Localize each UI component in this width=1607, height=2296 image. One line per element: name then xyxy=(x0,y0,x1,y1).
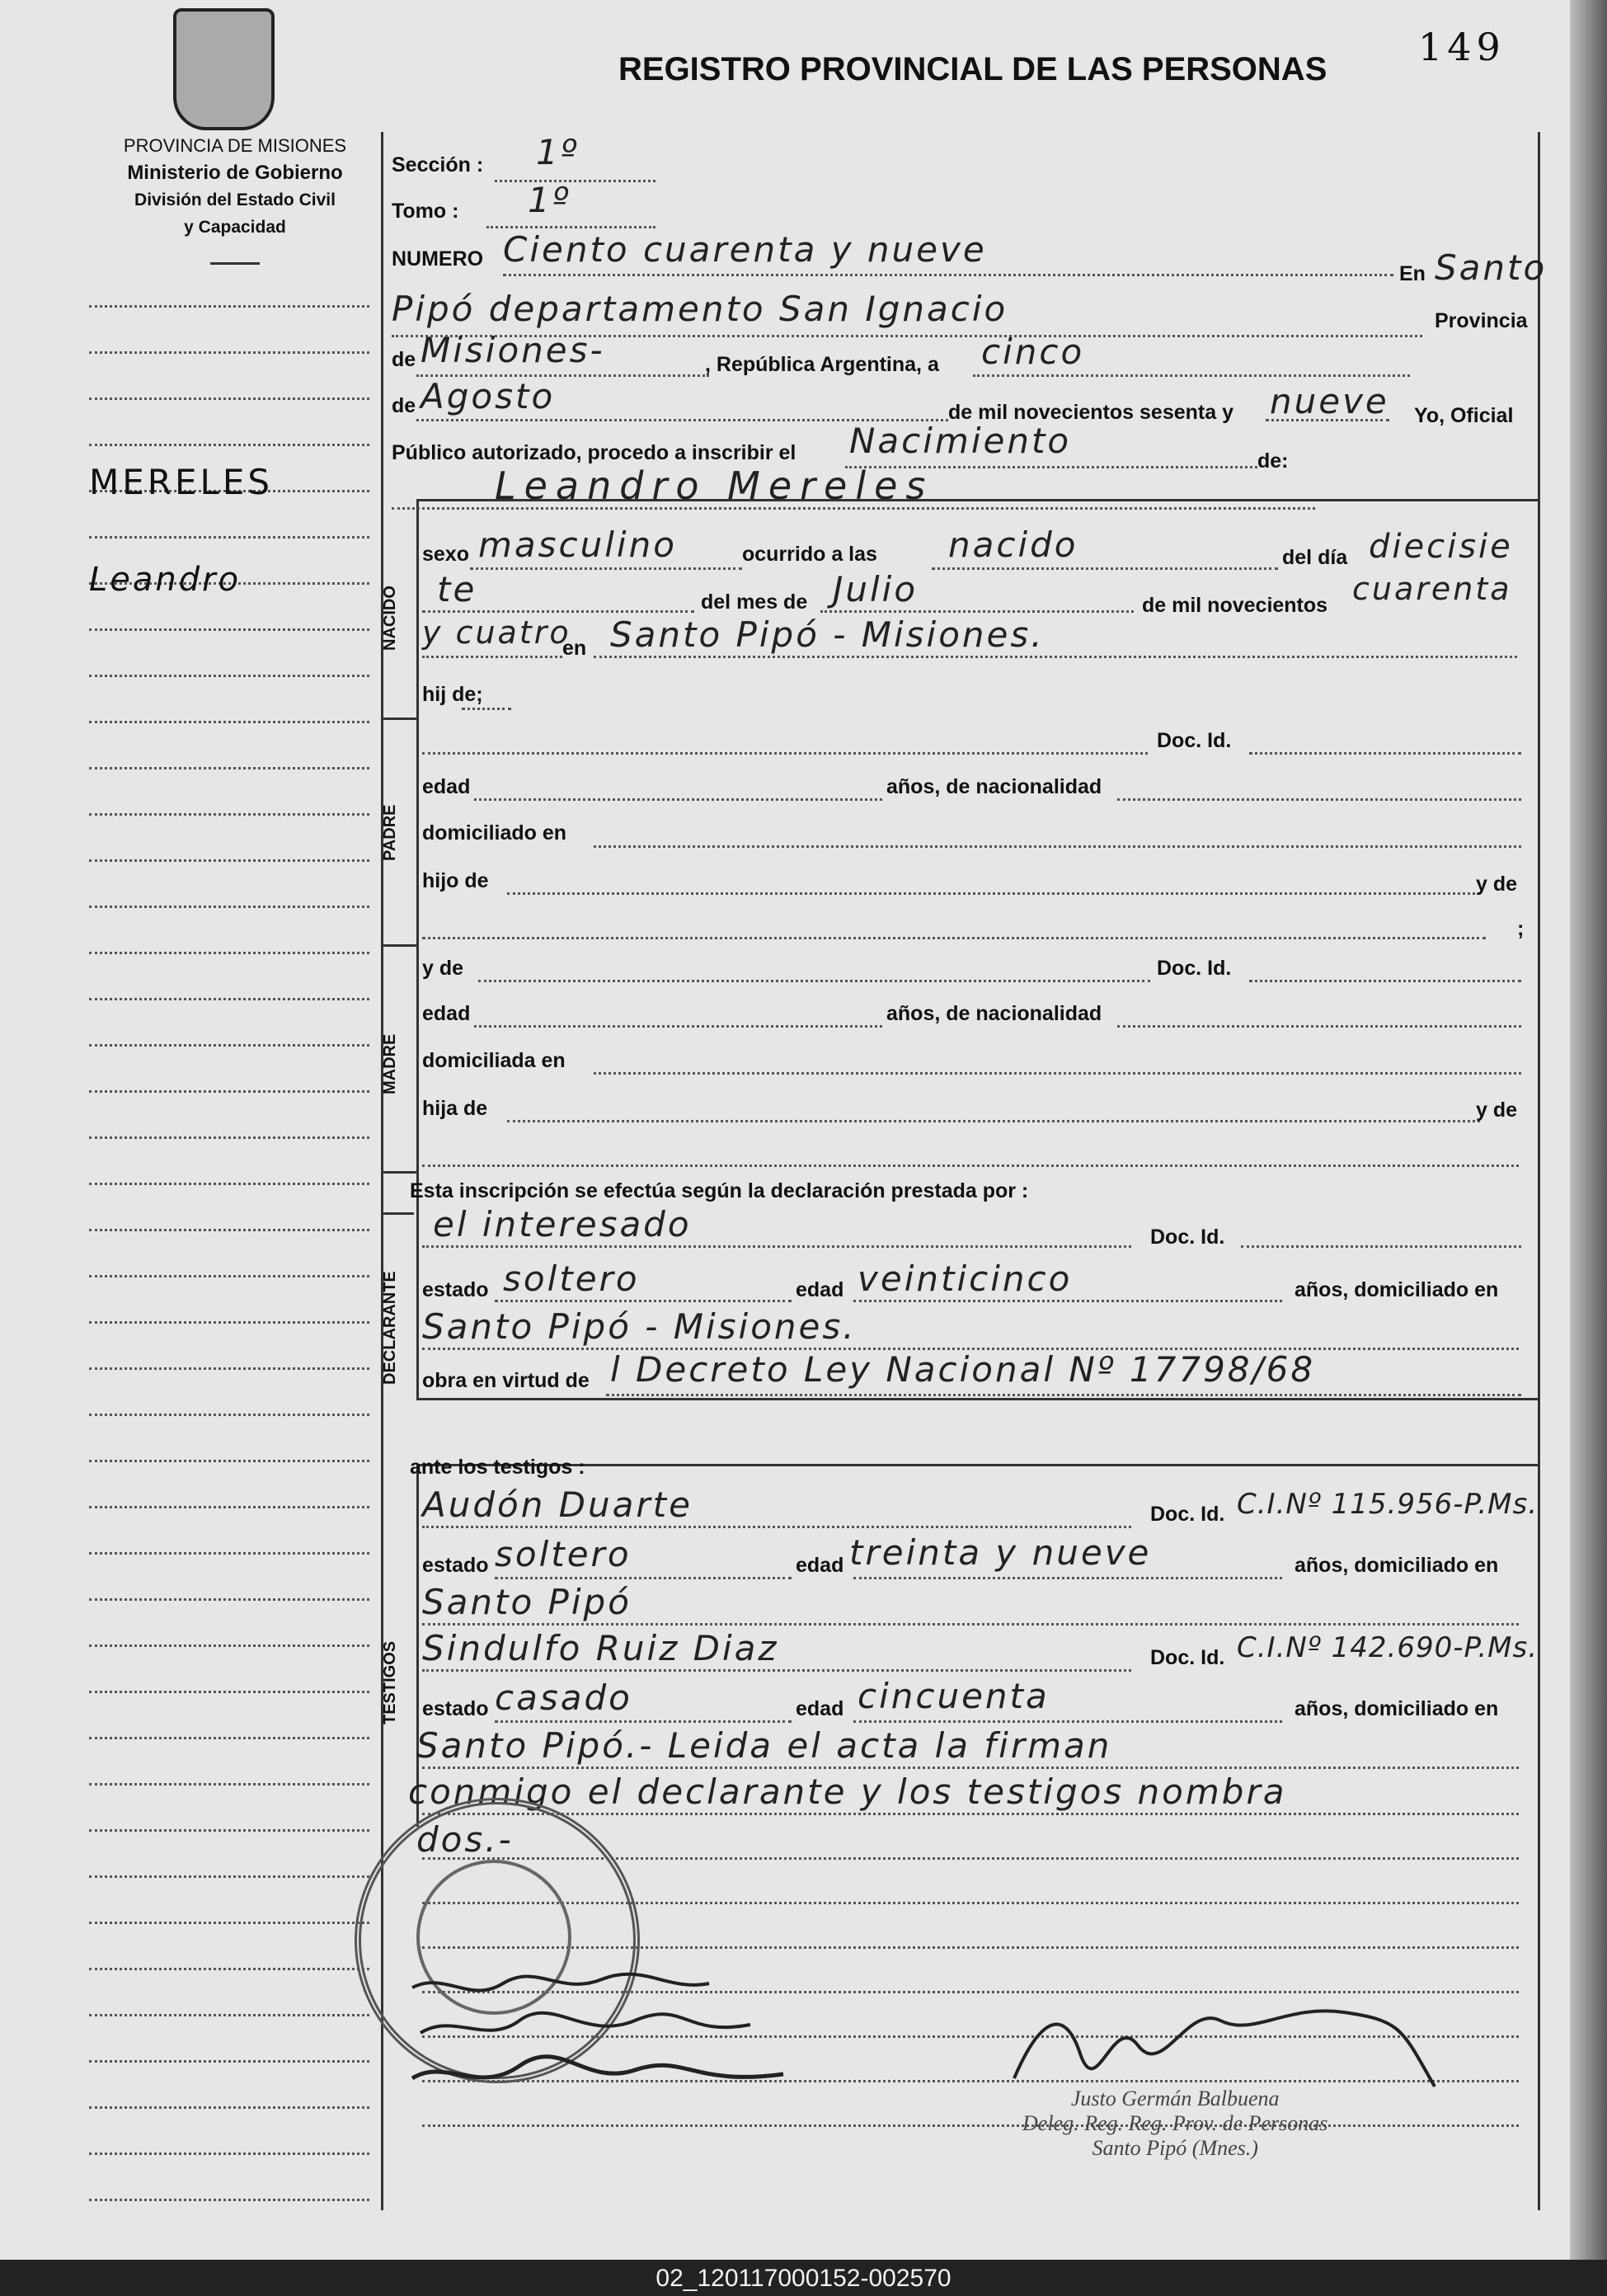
official-title: Deleg. Reg. Reg. Prov. de Personas xyxy=(1022,2111,1328,2135)
label-obra: obra en virtud de xyxy=(422,1369,590,1392)
label-hijo-de: hijo de xyxy=(422,869,489,892)
value-anio-nac-1: cuarenta xyxy=(1352,571,1512,607)
witness-signatures xyxy=(396,1963,890,2103)
label-seccion: Sección : xyxy=(392,153,484,176)
label-anios-dom-t2: años, domiciliado en xyxy=(1295,1697,1499,1720)
label-mil-nov-2: de mil novecientos xyxy=(1142,594,1328,617)
margin-rule xyxy=(89,767,369,769)
margin-rule xyxy=(89,952,369,954)
value-dec-edad: veinticinco xyxy=(858,1259,1073,1299)
header-line-4: y Capacidad xyxy=(184,218,286,237)
value-hora: nacido xyxy=(948,525,1078,565)
value-lugar: Pipó departamento San Ignacio xyxy=(392,289,1008,329)
margin-rule xyxy=(89,2106,369,2109)
value-t1-edad: treinta y nueve xyxy=(849,1532,1152,1573)
value-t2-doc: C.I.Nº 142.690-P.Ms. xyxy=(1237,1631,1538,1664)
margin-rule xyxy=(89,906,369,908)
value-mes-nac: Julio xyxy=(833,569,919,609)
label-edad-t2: edad xyxy=(796,1697,844,1720)
margin-rule xyxy=(89,1229,369,1231)
value-t1-nombre: Audón Duarte xyxy=(422,1484,693,1525)
label-y-de-madre: y de xyxy=(422,957,464,980)
label-del-mes: del mes de xyxy=(701,590,808,614)
label-sexo: sexo xyxy=(422,543,469,566)
margin-rule xyxy=(89,1183,369,1185)
label-anios-dom-declarante: años, domiciliado en xyxy=(1295,1278,1499,1301)
value-t1-domicilio: Santo Pipó xyxy=(422,1582,632,1622)
label-estado-t2: estado xyxy=(422,1697,489,1720)
margin-rule xyxy=(89,2152,369,2155)
label-estado-declarante: estado xyxy=(422,1278,489,1301)
label-domiciliado-padre: domiciliado en xyxy=(422,821,567,845)
label-nacionalidad-padre: años, de nacionalidad xyxy=(886,775,1102,798)
value-t2-edad: cincuenta xyxy=(858,1676,1050,1716)
margin-rule xyxy=(89,305,369,308)
label-en2: en xyxy=(562,637,587,660)
label-padre: PADRE xyxy=(381,804,399,862)
margin-rule xyxy=(89,444,369,446)
margin-rule xyxy=(89,2014,369,2016)
value-declarante: el interesado xyxy=(433,1204,692,1244)
provincial-crest-icon xyxy=(173,8,275,130)
file-name: 02_120117000152-002570 xyxy=(655,2265,952,2292)
official-name: Justo Germán Balbuena xyxy=(1070,2087,1280,2110)
margin-rule xyxy=(89,1090,369,1093)
value-obra: l Decreto Ley Nacional Nº 17798/68 xyxy=(610,1349,1316,1390)
label-edad-t1: edad xyxy=(796,1554,844,1577)
label-domiciliada: domiciliada en xyxy=(422,1049,566,1072)
value-lugar-nac: Santo Pipó - Misiones. xyxy=(610,614,1045,655)
label-y-de-padre: y de xyxy=(1476,873,1518,896)
margin-rule xyxy=(89,998,369,1000)
margin-rule xyxy=(89,1275,369,1277)
label-en: En xyxy=(1399,262,1426,285)
label-publico: Público autorizado, procedo a inscribir el xyxy=(392,441,796,464)
value-cierre-3: dos.- xyxy=(416,1819,514,1860)
value-anio-nac-2: y cuatro xyxy=(422,614,571,651)
label-de-colon: de: xyxy=(1257,449,1289,473)
margin-rule xyxy=(89,721,369,723)
province-header xyxy=(82,132,388,241)
margin-rule xyxy=(89,2199,369,2201)
margin-rule xyxy=(89,1414,369,1416)
margin-rule xyxy=(89,1044,369,1047)
label-doc-id-madre: Doc. Id. xyxy=(1157,957,1232,980)
official-signature xyxy=(989,1988,1443,2103)
margin-rule xyxy=(89,1691,369,1693)
label-testigos: TESTIGOS xyxy=(381,1640,399,1724)
label-nacionalidad-madre: años, de nacionalidad xyxy=(886,1002,1102,1025)
margin-rule xyxy=(89,859,369,862)
value-t1-doc: C.I.Nº 115.956-P.Ms. xyxy=(1237,1488,1538,1521)
margin-rule xyxy=(89,1321,369,1324)
label-madre: MADRE xyxy=(381,1033,399,1094)
label-inscripcion: Esta inscripción se efectúa según la declaración prestada por : xyxy=(410,1179,1029,1202)
margin-rule xyxy=(89,813,369,816)
label-ocurrido: ocurrido a las xyxy=(742,543,877,566)
value-anio: nueve xyxy=(1270,381,1389,421)
label-edad-madre: edad xyxy=(422,1002,471,1025)
margin-rule xyxy=(89,1783,369,1786)
label-yo-oficial: Yo, Oficial xyxy=(1414,404,1514,427)
margin-surname: MERELES xyxy=(89,462,274,502)
margin-rule xyxy=(89,1644,369,1647)
label-doc-id-t1: Doc. Id. xyxy=(1150,1503,1225,1526)
label-numero: NUMERO xyxy=(392,247,484,271)
header-line-1: PROVINCIA DE MISIONES xyxy=(123,135,347,156)
label-de: de xyxy=(392,348,416,371)
label-del-dia: del día xyxy=(1282,546,1348,569)
value-cierre-2: conmigo el declarante y los testigos nombra xyxy=(408,1771,1287,1812)
value-t2-estado: casado xyxy=(495,1677,632,1718)
value-seccion: 1º xyxy=(536,132,580,172)
official-signature-block xyxy=(1022,2087,1327,2161)
margin-rule xyxy=(89,351,369,354)
value-dia-nac-2: te xyxy=(437,569,477,609)
label-mil-novecientos: de mil novecientos sesenta y xyxy=(948,401,1233,424)
value-provincia: Misiones- xyxy=(421,330,605,370)
margin-rule xyxy=(89,2060,369,2063)
value-sexo: masculino xyxy=(478,525,677,565)
label-ante-testigos: ante los testigos : xyxy=(410,1456,585,1479)
label-semicolon: ; xyxy=(1517,917,1525,940)
value-dec-estado: soltero xyxy=(503,1259,640,1299)
label-y-de-madre2: y de xyxy=(1476,1099,1518,1122)
label-declarante: DECLARANTE xyxy=(381,1271,399,1385)
margin-rule xyxy=(89,536,369,539)
label-provincia: Provincia xyxy=(1435,309,1528,332)
label-edad-declarante: edad xyxy=(796,1278,844,1301)
margin-rule xyxy=(89,1737,369,1739)
label-doc-id-t2: Doc. Id. xyxy=(1150,1646,1225,1669)
value-dia: cinco xyxy=(981,332,1085,372)
value-t2-nombre: Sindulfo Ruiz Diaz xyxy=(422,1628,779,1668)
label-doc-id-padre: Doc. Id. xyxy=(1157,729,1232,752)
label-republica: , República Argentina, a xyxy=(705,353,939,376)
label-doc-id-declarante: Doc. Id. xyxy=(1150,1226,1225,1249)
value-cierre-1: Santo Pipó.- Leida el acta la firman xyxy=(416,1725,1112,1766)
label-hij-de: hij de; xyxy=(422,683,483,706)
value-dec-domicilio: Santo Pipó - Misiones. xyxy=(422,1306,857,1347)
book-spine xyxy=(1570,0,1607,2260)
label-de2: de xyxy=(392,394,416,417)
value-numero: Ciento cuarenta y nueve xyxy=(503,229,987,270)
margin-rule xyxy=(89,1367,369,1370)
margin-rule xyxy=(89,1460,369,1462)
value-tomo: 1º xyxy=(528,180,571,220)
value-en: Santo xyxy=(1435,247,1548,288)
value-nombre: Leandro Mereles xyxy=(495,463,934,508)
label-hija-de: hija de xyxy=(422,1097,488,1120)
margin-rule xyxy=(89,1552,369,1555)
label-nacido: NACIDO xyxy=(381,586,399,652)
value-t1-estado: soltero xyxy=(495,1534,632,1574)
document-title: REGISTRO PROVINCIAL DE LAS PERSONAS xyxy=(618,51,1327,87)
official-place: Santo Pipó (Mnes.) xyxy=(1092,2136,1258,2160)
margin-rule xyxy=(89,675,369,677)
label-edad-padre: edad xyxy=(422,775,471,798)
value-dia-nac-1: diecisie xyxy=(1369,528,1513,566)
value-acto: Nacimiento xyxy=(849,421,1072,461)
label-tomo: Tomo : xyxy=(392,200,459,223)
value-mes: Agosto xyxy=(421,376,556,416)
header-line-3: División del Estado Civil xyxy=(134,191,336,209)
margin-rule xyxy=(89,1922,369,1924)
label-estado-t1: estado xyxy=(422,1554,489,1577)
margin-rule xyxy=(89,1829,369,1832)
margin-rule xyxy=(89,1968,369,1970)
margin-rule xyxy=(89,1598,369,1601)
margin-rule xyxy=(89,628,369,631)
margin-rule xyxy=(89,398,369,400)
margin-rule xyxy=(89,1506,369,1508)
page-number: 149 xyxy=(1418,25,1506,69)
margin-given-name: Leandro xyxy=(89,561,242,599)
margin-rule xyxy=(89,1875,369,1878)
label-anios-dom-t1: años, domiciliado en xyxy=(1295,1554,1499,1577)
header-line-2: Ministerio de Gobierno xyxy=(127,162,343,184)
margin-rule xyxy=(89,1136,369,1139)
